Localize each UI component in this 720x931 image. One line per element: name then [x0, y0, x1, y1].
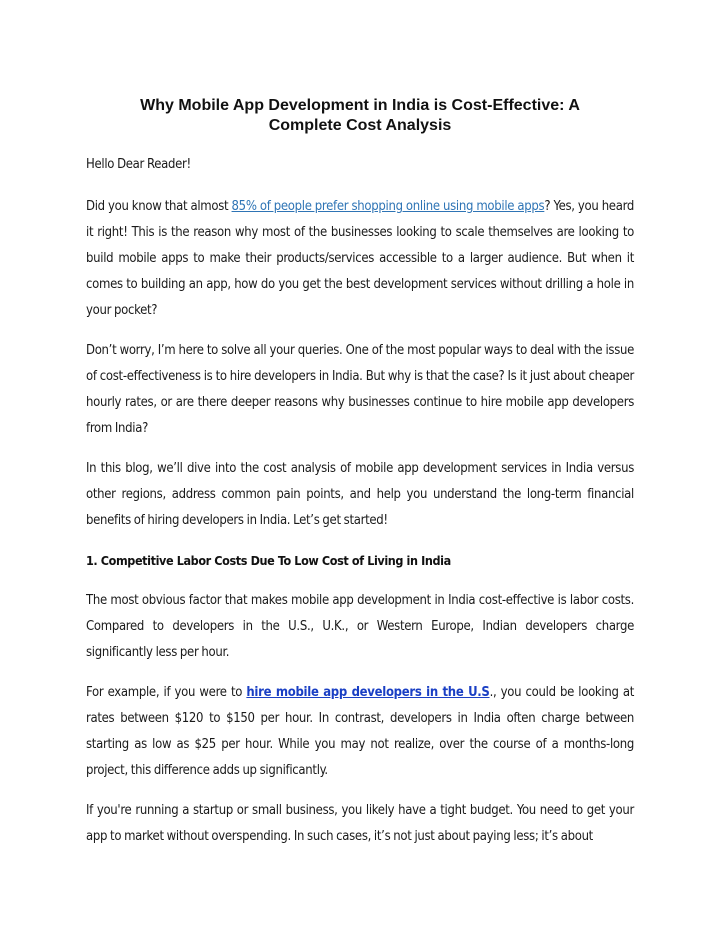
- queries-paragraph: Don’t worry, I’m here to solve all your queries. One of the most popular ways to deal with the issue of cost-effectiveness is to hire developers in India. But why is that the case? Is it just about cheaper hourly rates, or are there deeper reasons why businesses continue to hire mobile app developers from India?: [86, 343, 634, 436]
- startup-budget-paragraph: If you're running a startup or small business, you likely have a tight budget. You need to get your app to market without overspending. In such cases, it’s not just about paying less; it’s about: [86, 803, 634, 844]
- section-1-heading: 1. Competitive Labor Costs Due To Low Cost of Living in India: [86, 553, 451, 568]
- intro-paragraph: [86, 194, 634, 324]
- blog-overview-paragraph: In this blog, we’ll dive into the cost analysis of mobile app development services in India versus other regions, address common pain points, and help you understand the long-term financial benefits of hiring developers in India. Let’s get started!: [86, 461, 634, 528]
- greeting-paragraph: Hello Dear Reader!: [86, 157, 191, 172]
- example-rates-paragraph: [86, 680, 634, 784]
- mobile-shopping-stats-link[interactable]: 85% of people prefer shopping online using mobile apps: [231, 199, 545, 214]
- example-text-before-link: For example, if you were to: [86, 685, 247, 700]
- document-page: [86, 96, 634, 864]
- hire-us-developers-link[interactable]: hire mobile app developers in the U.S: [246, 685, 490, 700]
- document-title: Why Mobile App Development in India is Cost-Effective: A Complete Cost Analysis: [140, 97, 580, 134]
- intro-text-before-link: Did you know that almost: [86, 199, 232, 214]
- intro-text-after-link: ? Yes, you heard it right! This is the reason why most of the businesses looking to scale themselves are looking to build mobile apps to make their products/services accessible to a larger audience. But when it comes to building an app, how do you get the best development services without drilling a hole in your pocket?: [86, 199, 634, 318]
- example-text-after-link: ., you could be looking at rates between $120 to $150 per hour. In contrast, developers in India often charge between starting as low as $25 per hour. While you may not realize, over the course of a months-long project, this difference adds up significantly.: [86, 685, 635, 778]
- labor-costs-paragraph: The most obvious factor that makes mobile app development in India cost-effective is labor costs. Compared to developers in the U.S., U.K., or Western Europe, Indian developers charge significantly less per hour.: [86, 593, 634, 660]
